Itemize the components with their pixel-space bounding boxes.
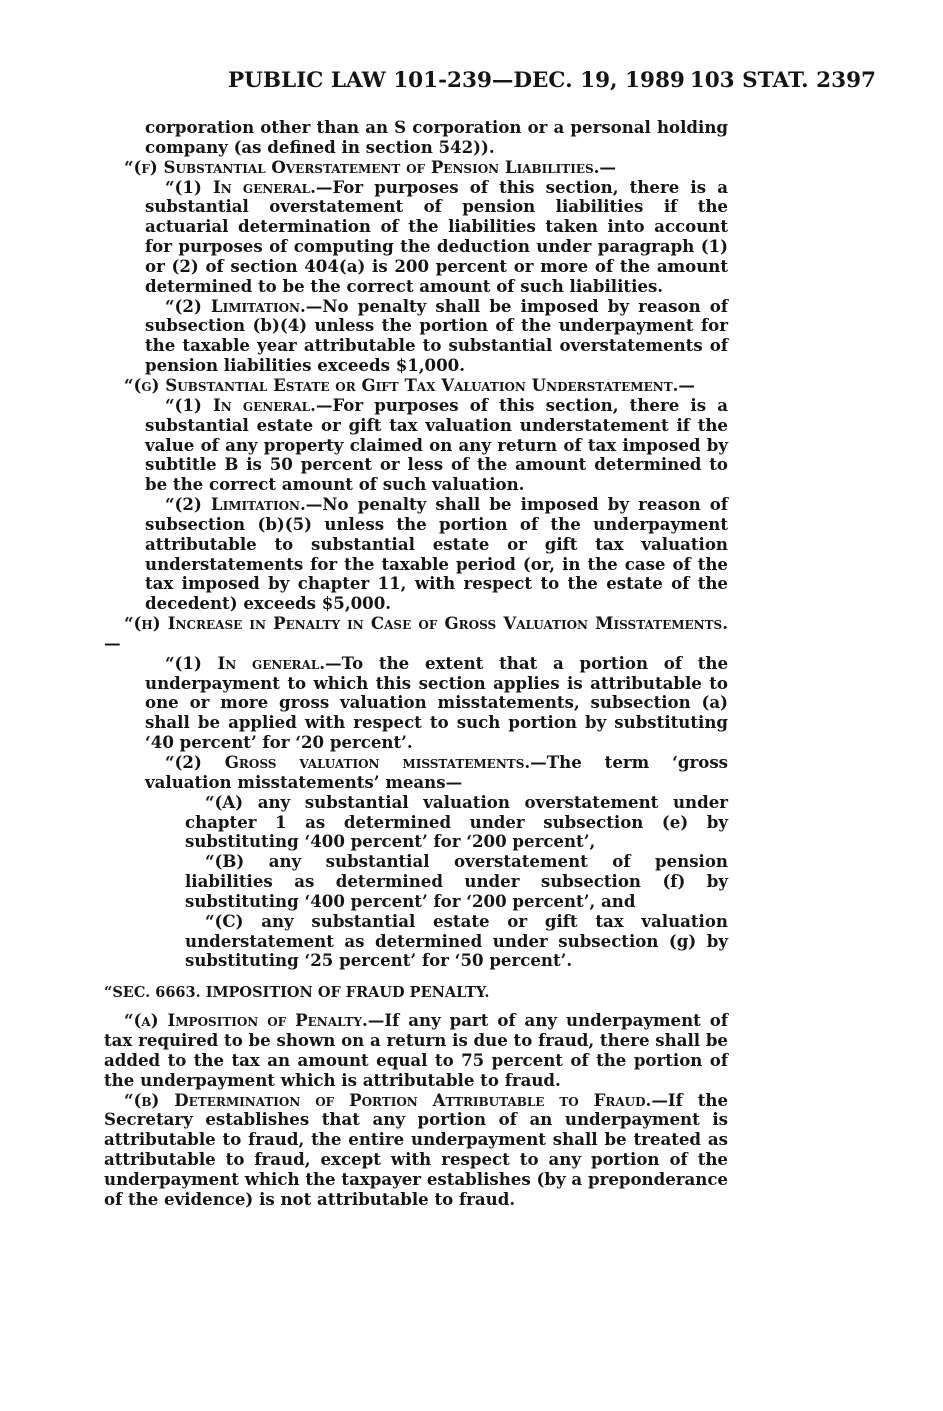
paragraph-f1-heading: “(1) In general.— [165,176,333,197]
paragraph-f2-text: No penalty shall be imposed by reason of subsection (b)(4) unless the portion of the underpayment for the taxable year attributable to substantial overstatements of pension liabilities exceeds $1,000. [145,295,728,376]
header-title: PUBLIC LAW 101-239—DEC. 19, 1989 [228,68,685,93]
paragraph-g1-text: For purposes of this section, there is a substantial estate or gift tax valuation understatement if the value of any property claimed on any return of tax imposed by subtitle B is 50 percent or less of the amount determined to be the correct amount of such valuation. [145,394,728,495]
paragraph-h1 [104,654,728,753]
subsection-a-text: If any part of any underpayment of tax required to be shown on a return is due to fraud, there shall be added to the tax an amount equal to 75 percent of the portion of the underpayment which is attributable to fraud. [104,1010,729,1090]
paragraph-g2 [104,495,728,614]
subsection-b-text: If the Secretary establishes that any portion of an underpayment is attributable to fraud, the entire underpayment shall be treated as attributable to fraud, except with respect to any portion of the underpayment which the taxpayer establishes (by a preponderance of the evidence) is not attributable to fraud. [104,1089,728,1209]
paragraph-f1 [104,178,728,297]
subsection-a [104,1011,728,1090]
subsection-a-heading: “(a) Imposition of Penalty.— [124,1010,385,1031]
subparagraph-c: “(C) any substantial estate or gift tax valuation understatement as determined under subsection (g) by substituting ‘25 percent’ for ‘50 percent’. [185,910,728,971]
paragraph-g2-text: No penalty shall be imposed by reason of subsection (b)(5) unless the portion of the underpayment attributable to substantial estate or gift tax valuation understatements for the taxable period (or, in the case of the tax imposed by chapter 11, with respect to the estate of the decedent) exceeds $5,000. [145,494,728,614]
subsection-g-title: “(g) Substantial Estate or Gift Tax Valuation Understatement.— [124,374,695,395]
subparagraph-b: “(B) any substantial overstatement of pension liabilities as determined under subsection (f) by substituting ‘400 percent’ for ‘200 percent’, and [185,851,728,911]
paragraph-continuation: corporation other than an S corporation or a personal holding company (as defined in section 542)). [145,117,728,157]
paragraph-g1 [104,396,728,495]
paragraph-f1-text: For purposes of this section, there is a substantial overstatement of pension liabilities if the actuarial determination of the liabilities taken into account for purposes of computing the deduction under paragraph (1) or (2) of section 404(a) is 200 percent or more of the amount determined to be the correct amount of such liabilities. [145,176,728,296]
subsection-b-heading: “(b) Determination of Portion Attributable to Fraud.— [124,1089,668,1110]
paragraph-f2-heading: “(2) Limitation.— [165,295,323,316]
document-body [104,118,728,1210]
paragraph-f2 [104,297,728,376]
paragraph-h2-text: The term ‘gross valuation misstatements’ means— [145,752,729,792]
paragraph-h1-text: To the extent that a portion of the underpayment to which this section applies is attributable to one or more gross valuation misstatements, subsection (a) shall be applied with respect to such portion by substituting ‘40 percent’ for ‘20 percent’. [145,652,729,753]
paragraph-h2-heading: “(2) Gross valuation misstatements.— [165,752,547,772]
subsection-h-title: “(h) Increase in Penalty in Case of Gross Valuation Misstatements.— [104,613,728,653]
subsection-g-heading [104,376,728,396]
paragraph-g1-heading: “(1) In general.— [165,394,333,415]
header-stat: 103 STAT. 2397 [689,68,876,93]
subsection-b [104,1091,728,1210]
subparagraph-a: “(A) any substantial valuation overstatement under chapter 1 as determined under subsection (e) by substituting ‘400 percent’ for ‘200 percent’, [185,791,728,852]
page-header [0,68,943,102]
subsection-h-heading [104,614,728,654]
paragraph-h1-heading: “(1) In general.— [165,652,342,673]
subsection-f-heading [104,158,728,178]
paragraph-h2 [104,753,728,793]
section-6663-heading: “SEC. 6663. IMPOSITION OF FRAUD PENALTY. [104,984,490,1002]
paragraph-g2-heading: “(2) Limitation.— [165,494,323,515]
subsection-f-title: “(f) Substantial Overstatement of Pension Liabilities.— [124,156,617,177]
